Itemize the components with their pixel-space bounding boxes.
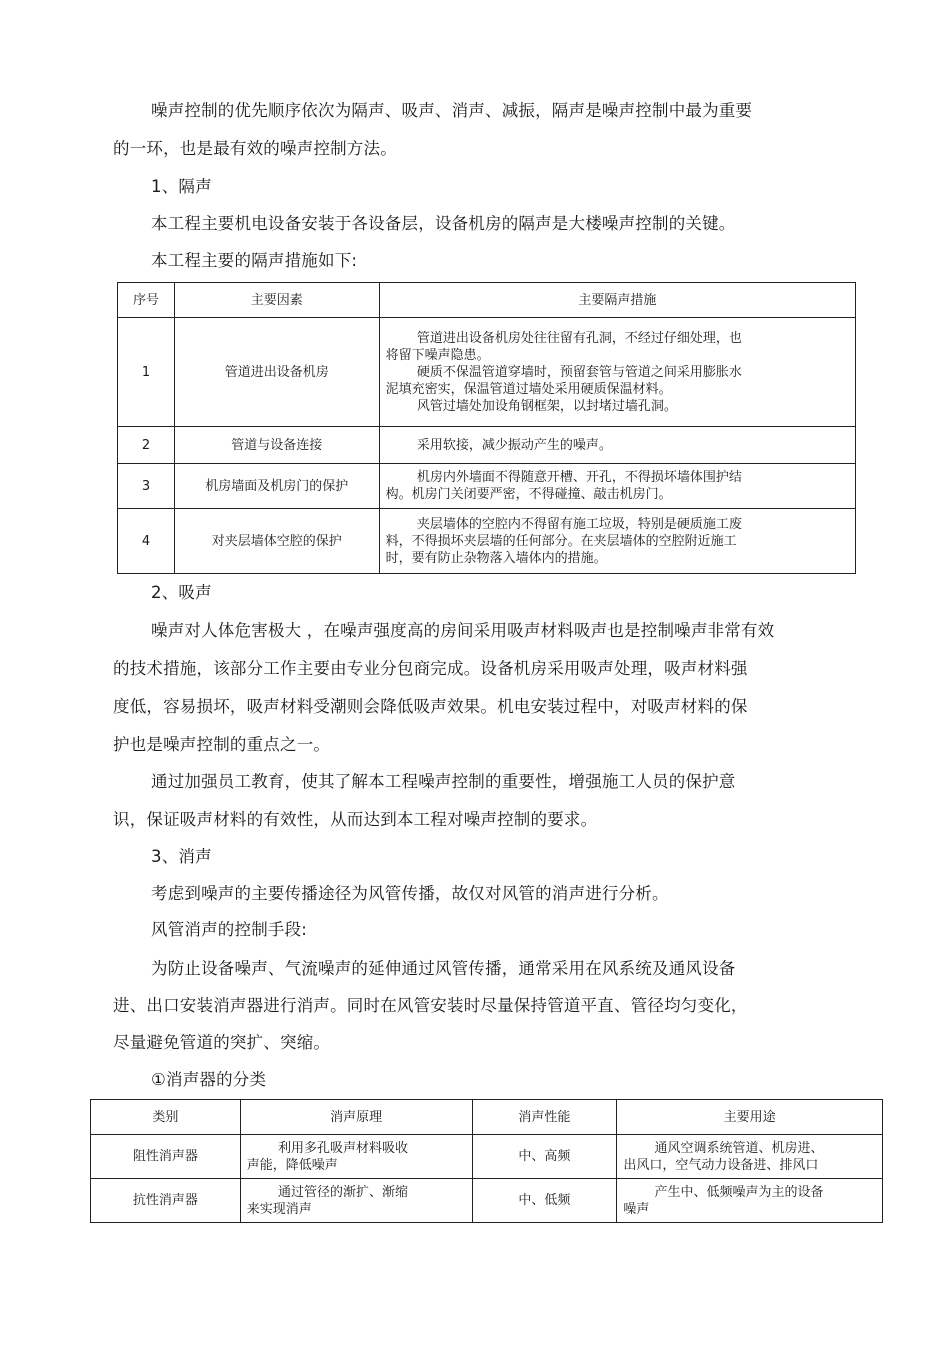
- paragraph-4-line-2: 识，保证吸声材料的有效性，从而达到本工程对噪声控制的要求。: [113, 810, 598, 829]
- sound-insulation-table: [117, 282, 856, 574]
- row-no: 1: [118, 318, 175, 427]
- row-performance: 中、低频: [472, 1179, 617, 1223]
- row-measure: 机房内外墙面不得随意开槽、开孔，不得损坏墙体围护结 构。机房门关闭要严密，不得碰撞、敲击机房门。: [379, 464, 855, 509]
- paragraph-7-line-1: 为防止设备噪声、气流噪声的延伸通过风管传播，通常采用在风系统及通风设备: [151, 959, 736, 978]
- row-no: 3: [118, 464, 175, 509]
- header-factor: 主要因素: [174, 283, 379, 318]
- section-heading-1: 1、隔声: [151, 177, 212, 196]
- row-principle: 利用多孔吸声材料吸收 声能，降低噪声: [240, 1135, 472, 1179]
- silencer-table: [90, 1099, 883, 1223]
- header-principle: 消声原理: [240, 1100, 472, 1135]
- row-measure: 夹层墙体的空腔内不得留有施工垃圾，特别是硬质施工废 料，不得损坏夹层墙的任何部分。在夹层墙体的空腔附近施工 时，要有防止杂物落入墙体内的措施。: [379, 509, 855, 574]
- paragraph-4-line-1: 通过加强员工教育，使其了解本工程噪声控制的重要性，增强施工人员的保护意: [151, 772, 736, 791]
- paragraph-6: 风管消声的控制手段:: [151, 920, 308, 939]
- table-header-row: [91, 1100, 883, 1135]
- paragraph-2: 本工程主要的隔声措施如下:: [151, 251, 358, 270]
- row-usage: 通风空调系统管道、机房进、 出风口，空气动力设备进、排风口: [617, 1135, 883, 1179]
- row-performance: 中、高频: [472, 1135, 617, 1179]
- row-measure: 管道进出设备机房处往往留有孔洞，不经过仔细处理，也 将留下噪声隐患。 硬质不保温管道穿墙时，预留套管与管道之间采用膨胀水 泥填充密实，保温管道过墙处采用硬质保温材料。 风管过墙处加设角钢框架，以封堵过墙孔洞。: [379, 318, 855, 427]
- table-row: [91, 1179, 883, 1223]
- intro-line-1: 噪声控制的优先顺序依次为隔声、吸声、消声、减振，隔声是噪声控制中最为重要: [151, 101, 753, 120]
- header-no: 序号: [118, 283, 175, 318]
- paragraph-3-line-4: 护也是噪声控制的重点之一。: [113, 735, 331, 754]
- paragraph-5: 考虑到噪声的主要传播途径为风管传播，故仅对风管的消声进行分析。: [151, 884, 669, 903]
- row-factor: 管道与设备连接: [174, 427, 379, 464]
- table-row: [118, 427, 856, 464]
- header-type: 类别: [91, 1100, 241, 1135]
- row-no: 4: [118, 509, 175, 574]
- section-heading-2: 2、吸声: [151, 583, 212, 602]
- row-factor: 对夹层墙体空腔的保护: [174, 509, 379, 574]
- table-row: [91, 1135, 883, 1179]
- row-no: 2: [118, 427, 175, 464]
- table-row: [118, 509, 856, 574]
- header-usage: 主要用途: [617, 1100, 883, 1135]
- paragraph-1: 本工程主要机电设备安装于各设备层，设备机房的隔声是大楼噪声控制的关键。: [151, 214, 736, 233]
- row-usage: 产生中、低频噪声为主的设备 噪声: [617, 1179, 883, 1223]
- paragraph-7-line-3: 尽量避免管道的突扩、突缩。: [113, 1033, 331, 1052]
- header-measure: 主要隔声措施: [379, 283, 855, 318]
- row-factor: 机房墙面及机房门的保护: [174, 464, 379, 509]
- row-type: 阻性消声器: [91, 1135, 241, 1179]
- sub-heading-silencer-classification: ①消声器的分类: [151, 1070, 267, 1089]
- row-factor: 管道进出设备机房: [174, 318, 379, 427]
- paragraph-3-line-2: 的技术措施，该部分工作主要由专业分包商完成。设备机房采用吸声处理，吸声材料强: [113, 659, 748, 678]
- table-row: [118, 464, 856, 509]
- table-row: [118, 318, 856, 427]
- section-heading-3: 3、消声: [151, 847, 212, 866]
- row-type: 抗性消声器: [91, 1179, 241, 1223]
- table-header-row: [118, 283, 856, 318]
- row-principle: 通过管径的渐扩、渐缩 来实现消声: [240, 1179, 472, 1223]
- row-measure: 采用软接，减少振动产生的噪声。: [379, 427, 855, 464]
- paragraph-3-line-1: 噪声对人体危害极大 ，在噪声强度高的房间采用吸声材料吸声也是控制噪声非常有效: [151, 621, 775, 640]
- paragraph-7-line-2: 进、出口安装消声器进行消声。同时在风管安装时尽量保持管道平直、管径均匀变化，: [113, 996, 748, 1015]
- paragraph-3-line-3: 度低，容易损坏，吸声材料受潮则会降低吸声效果。机电安装过程中，对吸声材料的保: [113, 697, 748, 716]
- header-performance: 消声性能: [472, 1100, 617, 1135]
- intro-line-2: 的一环，也是最有效的噪声控制方法。: [113, 139, 397, 158]
